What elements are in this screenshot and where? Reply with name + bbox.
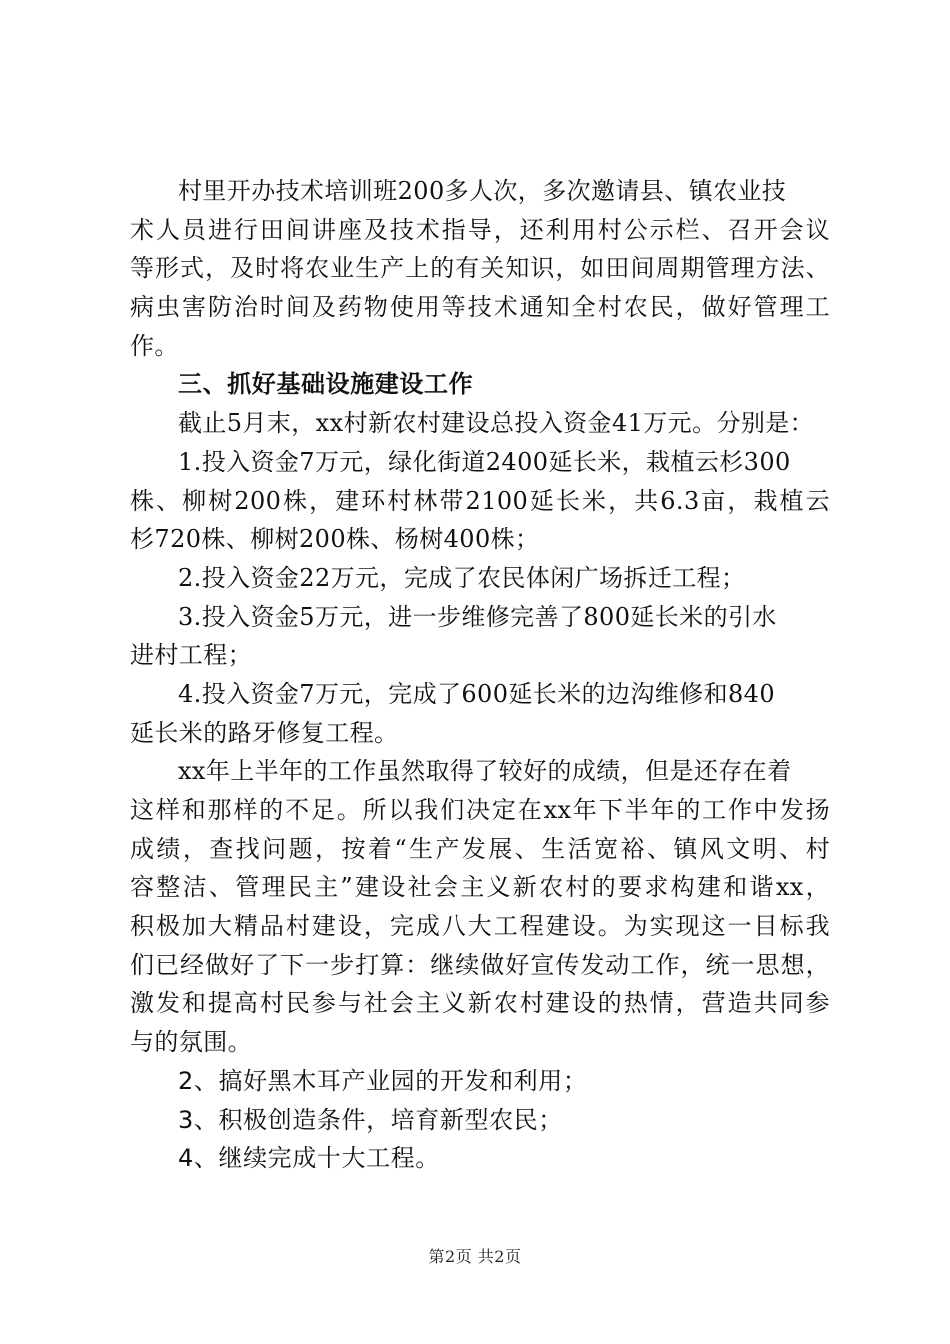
paragraph-investment-summary: 截止5月末，xx村新农村建设总投入资金41万元。分别是： <box>178 409 815 438</box>
paragraph-outlook-line-8: 与的氛围。 <box>130 1028 252 1057</box>
paragraph-outlook-line-3: 成绩，查找问题，按着“生产发展、生活宽裕、镇风文明、村 <box>130 834 830 863</box>
paragraph-training-line-5: 作。 <box>130 331 179 360</box>
paragraph-outlook-line-7: 激发和提高村民参与社会主义新农村建设的热情，营造共同参 <box>130 989 830 1018</box>
plan-item-2: 2、搞好黑木耳产业园的开发和利用； <box>178 1066 588 1095</box>
document-body <box>130 172 830 1178</box>
item-1-line-3: 杉720株、柳树200株、杨树400株； <box>130 525 540 554</box>
plan-item-3: 3、积极创造条件，培育新型农民； <box>178 1105 563 1134</box>
paragraph-outlook-line-1: xx年上半年的工作虽然取得了较好的成绩，但是还存在着 <box>178 757 792 786</box>
item-1-line-2: 株、柳树200株，建环村林带2100延长米，共6.3亩，栽植云 <box>130 486 830 515</box>
item-1-line-1: 1.投入资金7万元，绿化街道2400延长米，栽植云杉300 <box>178 447 791 476</box>
paragraph-training-line-2: 术人员进行田间讲座及技术指导，还利用村公示栏、召开会议 <box>130 215 830 244</box>
item-4-line-1: 4.投入资金7万元，完成了600延长米的边沟维修和840 <box>178 679 775 708</box>
plan-item-4: 4、继续完成十大工程。 <box>178 1144 440 1173</box>
paragraph-outlook-line-5: 积极加大精品村建设，完成八大工程建设。为实现这一目标我 <box>130 912 830 941</box>
item-3-line-1: 3.投入资金5万元，进一步维修完善了800延长米的引水 <box>178 602 777 631</box>
paragraph-training-line-4: 病虫害防治时间及药物使用等技术通知全村农民，做好管理工 <box>130 293 830 322</box>
section-heading-infrastructure: 三、抓好基础设施建设工作 <box>178 370 474 399</box>
item-2: 2.投入资金22万元，完成了农民体闲广场拆迁工程； <box>178 563 746 592</box>
paragraph-outlook-line-6: 们已经做好了下一步打算：继续做好宣传发动工作，统一思想， <box>130 950 830 979</box>
item-3-line-2: 进村工程； <box>130 641 252 670</box>
paragraph-training-line-3: 等形式，及时将农业生产上的有关知识，如田间周期管理方法、 <box>130 254 830 283</box>
paragraph-outlook-line-2: 这样和那样的不足。所以我们决定在xx年下半年的工作中发扬 <box>130 796 830 824</box>
item-4-line-2: 延长米的路牙修复工程。 <box>130 718 399 747</box>
paragraph-outlook-line-4: 容整洁、管理民主”建设社会主义新农村的要求构建和谐xx， <box>130 873 830 902</box>
page-number-footer: 第2页 共2页 <box>428 1247 522 1266</box>
paragraph-training-line-1: 村里开办技术培训班200多人次，多次邀请县、镇农业技 <box>178 177 787 205</box>
